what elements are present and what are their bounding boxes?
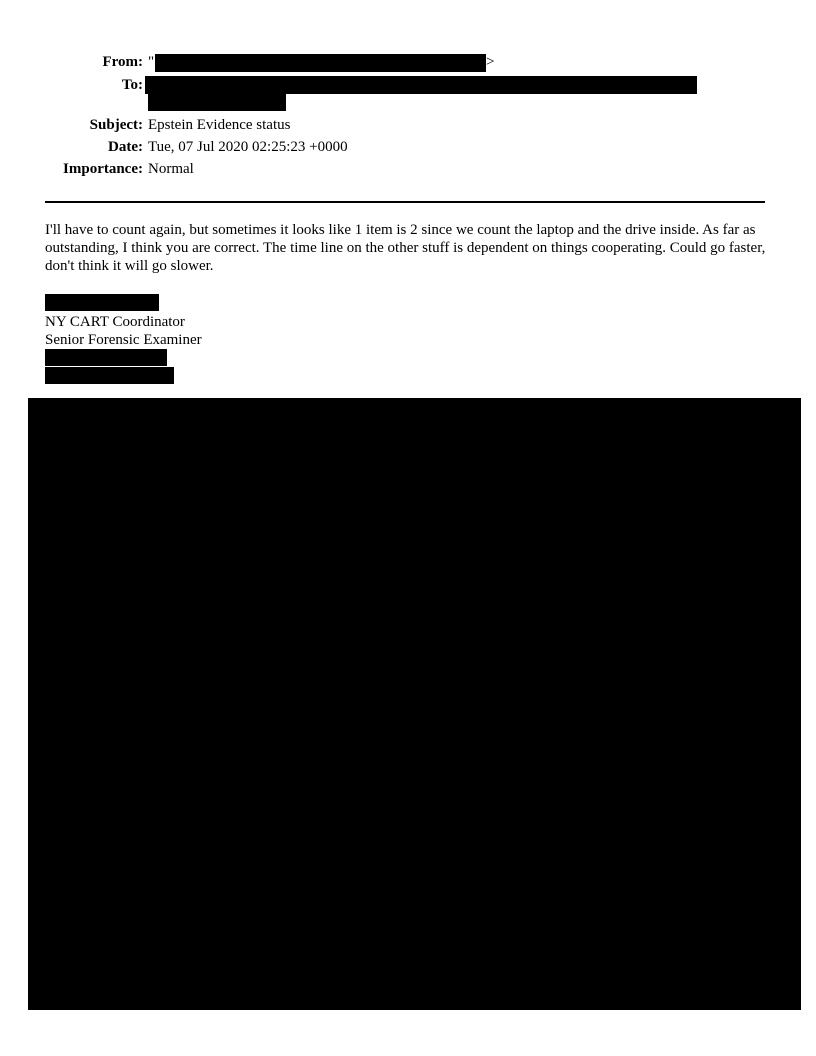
importance-label: Importance:: [63, 161, 143, 177]
importance-row: [0, 159, 816, 179]
from-suffix: >: [486, 54, 495, 70]
from-label: From:: [102, 54, 143, 70]
subject-value: Epstein Evidence status: [148, 117, 291, 133]
subject-label: Subject:: [89, 117, 143, 133]
date-value: Tue, 07 Jul 2020 02:25:23 +0000: [148, 139, 348, 155]
date-label: Date:: [108, 139, 143, 155]
redaction-large-block: [28, 398, 801, 1010]
redaction-signature-contact-2: [45, 367, 174, 384]
redaction-to-address-line-1: [145, 76, 697, 94]
from-quote: ": [148, 54, 155, 70]
redaction-from-address: [155, 54, 486, 72]
importance-value: Normal: [148, 161, 194, 177]
message-body: I'll have to count again, but sometimes it looks like 1 item is 2 since we count the laptop and the drive inside. As far as outstanding, I think you are correct. The time line on the other stuff is dependent on things cooperating. Could go faster, don't think it will go slower.: [45, 222, 766, 274]
header-divider: [45, 201, 765, 203]
redaction-signature-name: [45, 294, 159, 311]
from-suffix-row: [486, 52, 494, 72]
subject-row: [0, 115, 816, 135]
date-row: [0, 137, 816, 157]
to-label: To:: [121, 77, 143, 93]
redaction-to-address-line-2: [148, 94, 286, 111]
redaction-signature-contact-1: [45, 349, 167, 366]
signature-title-2: Senior Forensic Examiner: [45, 332, 202, 348]
signature-title-1: NY CART Coordinator: [45, 314, 185, 330]
